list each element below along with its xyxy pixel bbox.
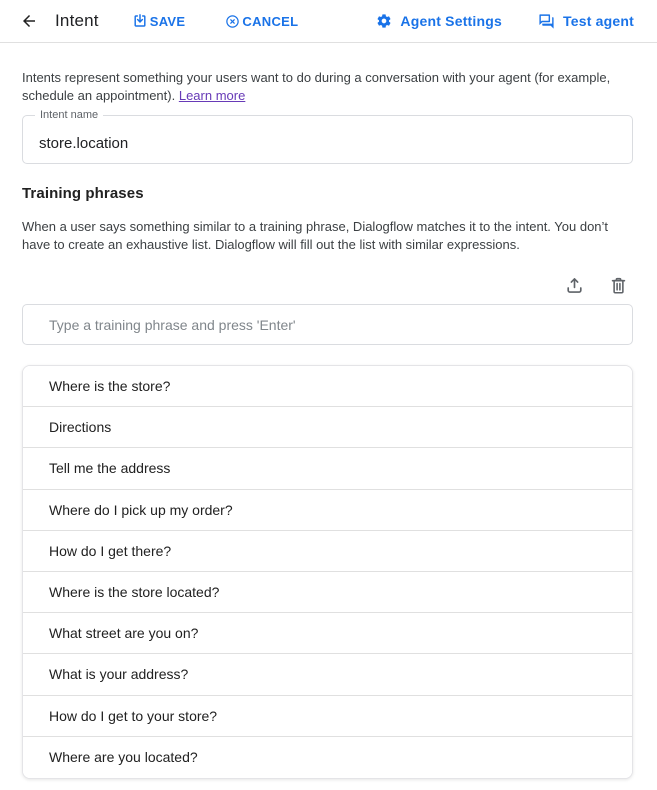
training-phrase-row[interactable]: Where is the store? xyxy=(23,366,632,407)
agent-settings-label: Agent Settings xyxy=(400,13,503,29)
intent-name-input[interactable] xyxy=(23,116,632,163)
save-button-label: SAVE xyxy=(149,13,186,29)
back-button[interactable] xyxy=(20,12,38,30)
top-bar xyxy=(0,0,657,43)
cancel-button-label: CANCEL xyxy=(242,13,299,29)
training-phrase-row[interactable]: Where are you located? xyxy=(23,737,632,778)
delete-phrases-button[interactable] xyxy=(608,275,629,296)
training-phrase-list xyxy=(22,365,633,779)
save-button[interactable] xyxy=(132,13,186,29)
training-phrases-description xyxy=(22,218,633,254)
training-phrase-row[interactable]: Directions xyxy=(23,407,632,448)
cancel-button[interactable] xyxy=(225,14,298,29)
arrow-back-icon xyxy=(20,12,38,30)
training-phrase-input[interactable] xyxy=(22,304,633,345)
description-line1: When a user says something similar to a training phrase, Dialogflow matches it to the intent. You don’t xyxy=(22,219,609,234)
intent-name-label: Intent name xyxy=(35,109,103,121)
intro-text xyxy=(22,69,633,105)
save-icon xyxy=(132,13,148,29)
training-phrases-heading: Training phrases xyxy=(22,185,144,202)
training-phrase-row[interactable]: How do I get there? xyxy=(23,531,632,572)
intent-editor xyxy=(0,69,657,779)
intro-line1: Intents represent something your users want to do during a conversation with your agent (for example, xyxy=(22,70,611,85)
page-title: Intent xyxy=(55,11,99,30)
agent-settings-button[interactable] xyxy=(376,13,502,29)
upload-phrases-button[interactable] xyxy=(564,275,585,296)
intro-line2: schedule an appointment). xyxy=(22,88,176,103)
training-phrase-row[interactable]: Where is the store located? xyxy=(23,572,632,613)
training-phrase-row[interactable]: Tell me the address xyxy=(23,448,632,489)
cancel-circle-icon xyxy=(225,14,240,29)
description-line2: have to create an exhaustive list. Dialogflow will fill out the list with similar expressions. xyxy=(22,237,520,252)
training-phrase-row[interactable]: What street are you on? xyxy=(23,613,632,654)
chat-bubbles-icon xyxy=(538,13,555,30)
trash-icon xyxy=(608,275,629,296)
intent-name-field xyxy=(22,109,633,164)
test-agent-button[interactable] xyxy=(538,13,634,30)
upload-icon xyxy=(564,275,585,296)
gear-icon xyxy=(376,13,392,29)
training-phrase-row[interactable]: Where do I pick up my order? xyxy=(23,490,632,531)
phrase-toolbar xyxy=(22,275,633,296)
training-phrase-row[interactable]: What is your address? xyxy=(23,654,632,695)
training-phrase-row[interactable]: How do I get to your store? xyxy=(23,696,632,737)
test-agent-label: Test agent xyxy=(563,13,634,29)
learn-more-link[interactable]: Learn more xyxy=(178,88,246,103)
